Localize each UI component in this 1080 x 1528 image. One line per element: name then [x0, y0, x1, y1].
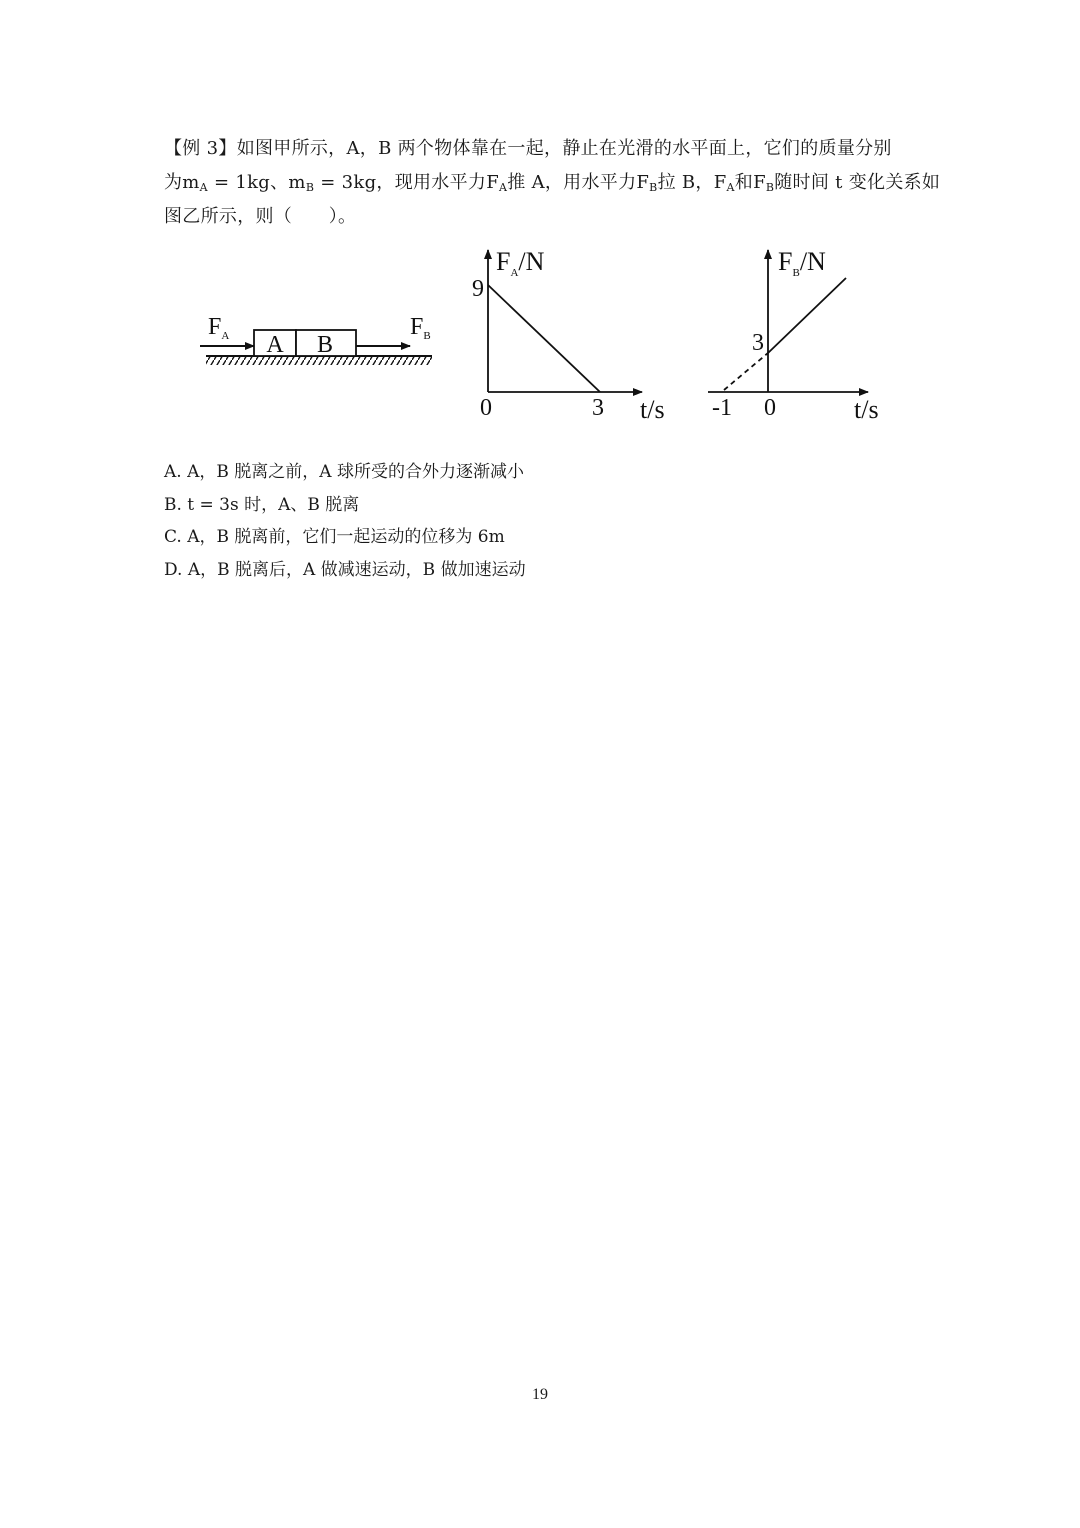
graph-fa-tick-3: 3: [592, 395, 604, 421]
block-a-label: A: [266, 332, 284, 358]
option-a[interactable]: A. A，B 脱离之前，A 球所受的合外力逐渐减小: [164, 462, 524, 482]
graph-fb-tick-0: 0: [764, 395, 776, 421]
graph-fa-tick-0: 0: [480, 395, 492, 421]
graph-fb-x-label: t/s: [854, 395, 879, 424]
graph-fb-tick-3: 3: [752, 330, 764, 356]
question-stem: [164, 132, 941, 234]
graph-fb-y-label: $F_B/N$: [778, 247, 826, 279]
stem-line-3: 图乙所示，则（ ）。: [164, 206, 357, 227]
block-b-label: B: [316, 332, 334, 358]
graph-fb-line: [768, 278, 846, 353]
graph-fa-line: [488, 285, 600, 392]
figure-jia: [200, 314, 432, 365]
option-b[interactable]: B. t = 3s 时，A、B 脱离: [164, 494, 360, 515]
stem-line-2: 为$m_A = 1kg$、$m_B = 3kg$，现用水平力$F_A$推 A，用水平力$F_B$拉 B，$F_A$和$F_B$随时间 t 变化关系如: [164, 172, 941, 194]
page-number: 19: [532, 1386, 548, 1403]
graph-fa-tick-9: 9: [472, 276, 484, 302]
graph-fa-y-label: $F_A/N$: [496, 247, 545, 279]
graph-fb: [708, 247, 879, 424]
force-fa-label: $F_A$: [208, 314, 230, 342]
graph-fb-dashed-extension: [724, 353, 768, 390]
figures-svg: [196, 240, 896, 430]
force-fb-label: $F_B$: [410, 314, 431, 342]
question-label: 【例 3】: [164, 138, 237, 159]
option-c[interactable]: C. A，B 脱离前，它们一起运动的位移为 6m: [164, 527, 505, 547]
graph-fb-tick-neg1: -1: [712, 395, 732, 421]
answer-options: [164, 456, 864, 586]
graph-fa: [472, 247, 665, 424]
option-d[interactable]: D. A，B 脱离后，A 做减速运动，B 做加速运动: [164, 559, 526, 580]
graph-fa-x-label: t/s: [640, 395, 665, 424]
figures-area: [196, 240, 896, 430]
stem-line-1: 【例 3】如图甲所示，A，B 两个物体靠在一起，静止在光滑的水平面上，它们的质量分别: [164, 138, 892, 159]
